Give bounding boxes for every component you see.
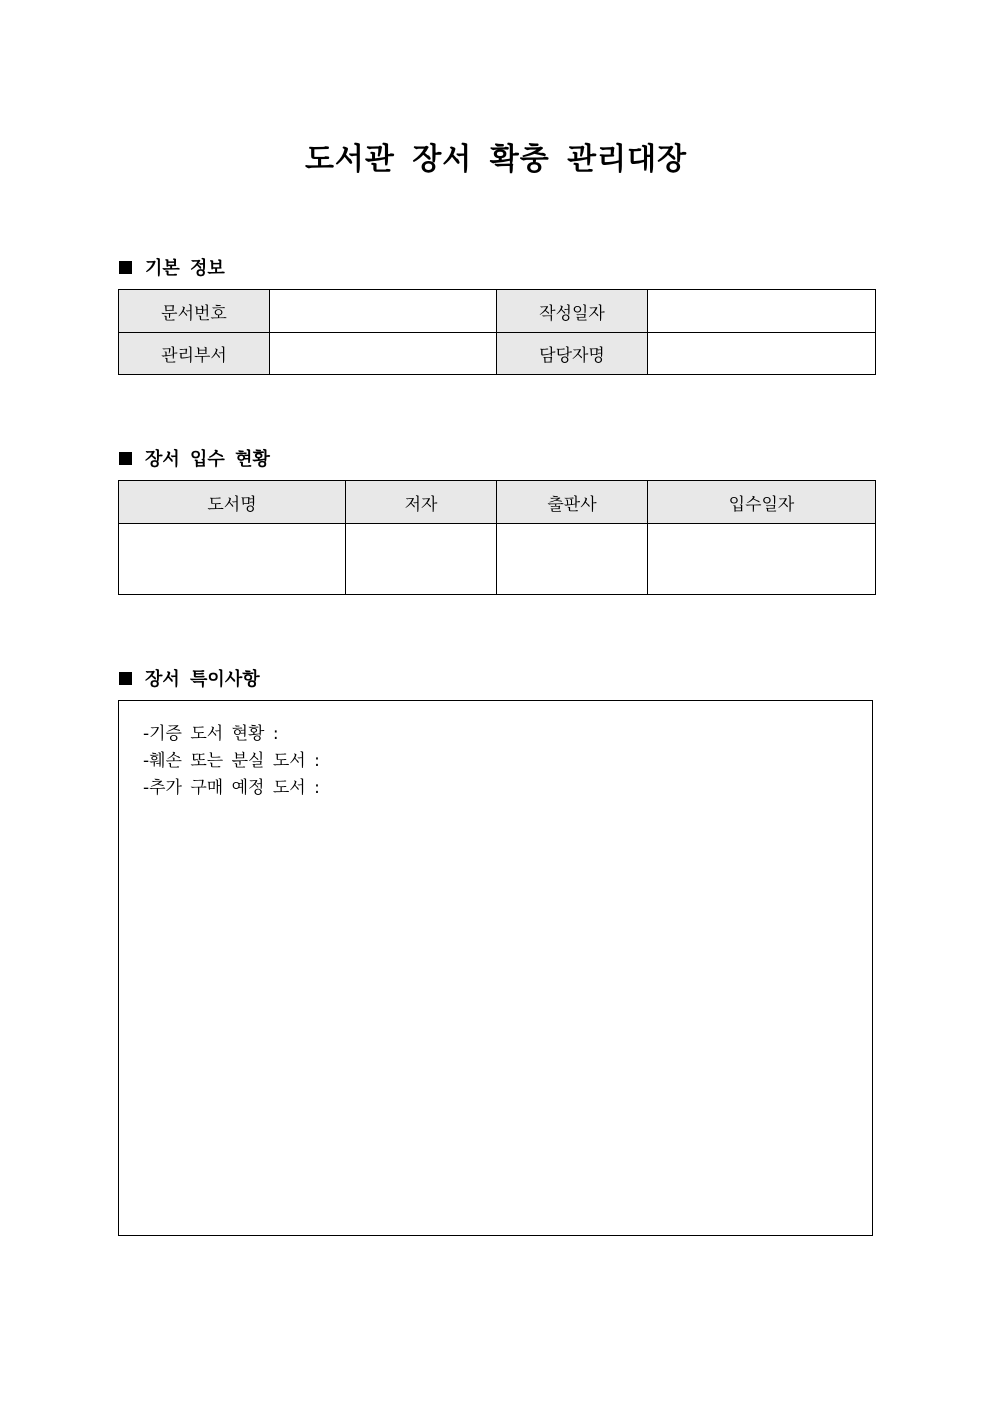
book-title-cell[interactable]: [119, 524, 346, 595]
section-heading-basic-info: [119, 254, 225, 280]
table-row: [119, 333, 876, 375]
publisher-cell[interactable]: [497, 524, 648, 595]
column-header-publisher: 출판사: [497, 481, 648, 524]
black-square-icon: [119, 672, 132, 685]
section-heading-acquisition: [119, 445, 270, 471]
manager-name-label: 담당자명: [497, 333, 648, 375]
column-header-title: 도서명: [119, 481, 346, 524]
section-heading-label: 장서 입수 현황: [145, 449, 270, 470]
written-date-label: 작성일자: [497, 290, 648, 333]
table-row: [119, 524, 876, 595]
manager-name-field[interactable]: [648, 333, 876, 375]
author-cell[interactable]: [346, 524, 497, 595]
remarks-line-donated: -기증 도서 현황 :: [143, 724, 279, 744]
column-header-author: 저자: [346, 481, 497, 524]
doc-number-label: 문서번호: [119, 290, 270, 333]
section-heading-label: 장서 특이사항: [145, 669, 260, 690]
remarks-box[interactable]: [118, 700, 873, 1236]
table-header-row: [119, 481, 876, 524]
acquisition-date-cell[interactable]: [648, 524, 876, 595]
column-header-date: 입수일자: [648, 481, 876, 524]
basic-info-table: [118, 289, 876, 375]
section-heading-remarks: [119, 665, 260, 691]
remarks-line-planned-purchase: -추가 구매 예정 도서 :: [143, 778, 320, 798]
department-field[interactable]: [270, 333, 497, 375]
black-square-icon: [119, 452, 132, 465]
written-date-field[interactable]: [648, 290, 876, 333]
table-row: [119, 290, 876, 333]
doc-number-field[interactable]: [270, 290, 497, 333]
acquisition-table: [118, 480, 876, 595]
section-heading-label: 기본 정보: [145, 258, 225, 279]
document-title: 도서관 장서 확충 관리대장: [304, 142, 688, 177]
remarks-line-damaged-lost: -훼손 또는 분실 도서 :: [143, 751, 320, 771]
black-square-icon: [119, 261, 132, 274]
department-label: 관리부서: [119, 333, 270, 375]
